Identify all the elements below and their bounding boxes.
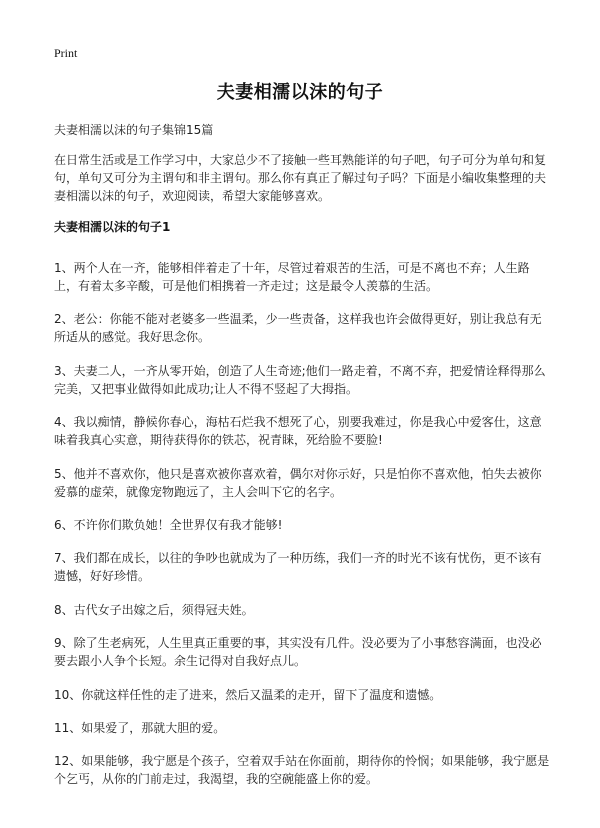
quote-item: 1、两个人在一齐，能够相伴着走了十年，尽管过着艰苦的生活，可是不离也不弃；人生路上，有着太多辛酸，可是他们相携着一齐走过；这是最令人羡慕的生活。 [54, 261, 530, 293]
quote-item: 11、如果爱了，那就大胆的爱。 [54, 720, 226, 735]
section-heading: 夫妻相濡以沫的句子1 [54, 220, 171, 234]
quote-item: 5、他并不喜欢你，他只是喜欢被你喜欢着，偶尔对你示好，只是怕你不喜欢他，怕失去被你爱慕的虚荣，就像宠物跑远了，主人会叫下它的名字。 [54, 466, 542, 499]
quote-item: 2、老公：你能不能对老婆多一些温柔，少一些责备，这样我也许会做得更好，别让我总有无所适从的感觉。我好思念你。 [54, 312, 542, 345]
quote-item: 3、夫妻二人，一齐从零开始，创造了人生奇迹;他们一路走着，不离不弃，把爱情诠释得那么完美，又把事业做得如此成功;让人不得不竖起了大拇指。 [54, 363, 546, 396]
document-subtitle: 夫妻相濡以沫的句子集锦15篇 [54, 123, 214, 137]
quote-item: 6、不许你们欺负她！全世界仅有我才能够! [54, 517, 283, 532]
quote-item: 10、你就这样任性的走了进来，然后又温柔的走开，留下了温度和遗憾。 [54, 687, 442, 702]
page-title: 夫妻相濡以沫的句子 [216, 82, 384, 103]
quote-item: 8、古代女子出嫁之后，须得冠夫姓。 [54, 602, 254, 617]
quote-item: 7、我们都在成长，以往的争吵也就成为了一种历练，我们一齐的时光不该有忧伤，更不该有遗憾，好好珍惜。 [54, 551, 542, 584]
quote-item: 9、除了生老病死，人生里真正重要的事，其实没有几件。没必要为了小事愁容满面，也没必要去跟小人争个长短。余生记得对自我好点儿。 [54, 636, 542, 669]
quote-item: 12、如果能够，我宁愿是个孩子，空着双手站在你面前，期待你的怜悯；如果能够，我宁愿是个乞丐，从你的门前走过，我渴望，我的空碗能盛上你的爱。 [54, 754, 550, 787]
intro-paragraph: 在日常生活或是工作学习中，大家总少不了接触一些耳熟能详的句子吧，句子可分为单句和复句，单句又可分为主谓句和非主谓句。那么你有真正了解过句子吗？下面是小编收集整理的夫妻相濡以沫的句子，欢迎阅读，希望大家能够喜欢。 [54, 153, 547, 203]
quote-item: 4、我以痴情，静候你春心，海枯石烂我不想死了心，别要我难过，你是我心中爱客仕，这意味着我真心实意，期待获得你的铁芯，祝青睐，死给脸不要脸! [54, 415, 542, 448]
quote-list [54, 259, 550, 804]
print-link[interactable]: Print [54, 46, 78, 60]
